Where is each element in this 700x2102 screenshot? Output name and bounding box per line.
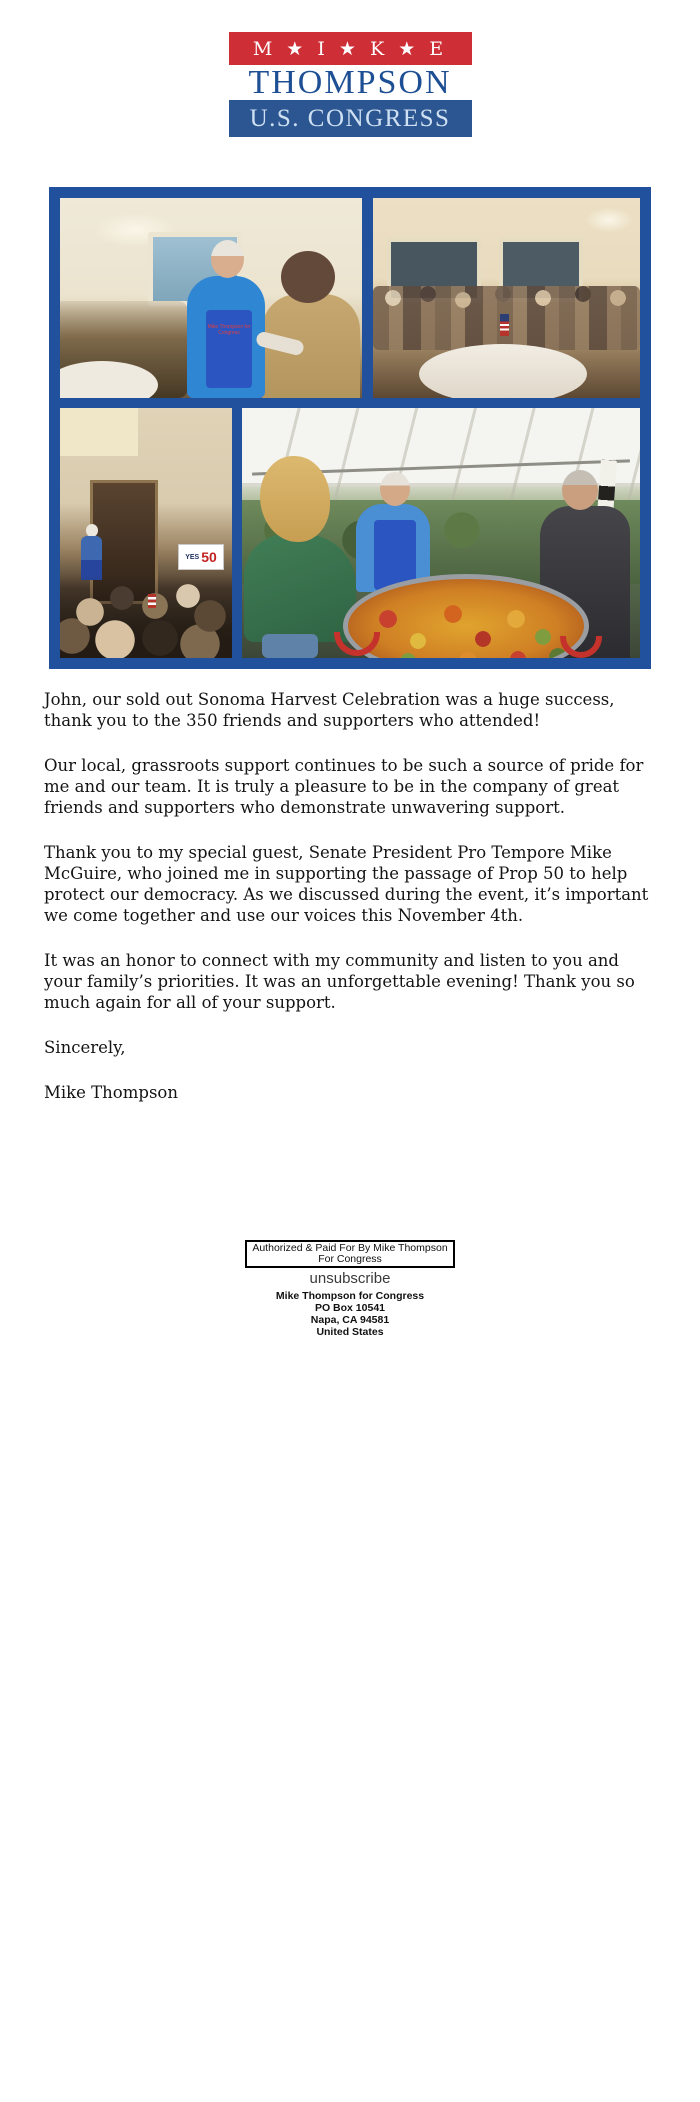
paragraph-honor: It was an honor to connect with my community and listen to you and your family’s priorities. It was an unforgettable evening! Thank you so much again for all of your support. <box>44 951 635 1012</box>
address-po-box: PO Box 10541 <box>314 1302 386 1314</box>
small-flag-shape <box>148 594 156 608</box>
unsubscribe-link[interactable]: unsubscribe <box>309 1270 391 1287</box>
unsubscribe-row <box>0 1270 700 1288</box>
collage-top-row <box>60 198 640 398</box>
flag-centerpiece-shape <box>500 314 509 336</box>
email-page <box>0 32 700 2102</box>
email-footer <box>0 1240 700 1338</box>
photo-reception-conversation <box>60 198 362 398</box>
speaker-body-shape <box>81 536 102 580</box>
campaign-logo <box>229 32 472 137</box>
sign-50-text: 50 <box>201 549 217 565</box>
chandelier-shape <box>586 208 632 232</box>
address-city-state-zip: Napa, CA 94581 <box>310 1314 390 1326</box>
mike-head-shape <box>211 240 244 278</box>
signoff: Sincerely, <box>44 1038 126 1057</box>
disclaimer-line-1: Authorized & Paid For By Mike Thompson <box>252 1242 448 1254</box>
round-table-shape <box>419 344 587 398</box>
audience-shape <box>60 576 232 658</box>
guest-hair-shape <box>281 251 335 303</box>
signature: Mike Thompson <box>44 1083 178 1102</box>
logo-mike-text: M ★ I ★ K ★ E <box>252 37 448 60</box>
photo-banquet-tables <box>373 198 640 398</box>
mike-head-shape <box>380 472 410 506</box>
address-committee-name: Mike Thompson for Congress <box>275 1290 425 1302</box>
guest-jeans-shape <box>262 634 318 658</box>
guest-blonde-hair-shape <box>260 456 330 542</box>
paid-for-disclaimer-box <box>245 1240 454 1268</box>
photo-collage <box>49 187 651 669</box>
sign-yes-text: YES <box>185 553 200 561</box>
chef-head-shape <box>562 470 598 510</box>
yes-on-50-sign <box>178 544 224 570</box>
logo-congress-bar: U.S. CONGRESS <box>229 100 472 137</box>
ceiling-light-shape <box>60 408 138 456</box>
guest-green-sweater-shape <box>244 534 356 642</box>
photo-speech-audience <box>60 408 232 658</box>
photo-paella-tent <box>242 408 640 658</box>
campaign-apron-text: Mike Thompson for Congress <box>206 310 252 388</box>
paragraph-greeting: John, our sold out Sonoma Harvest Celebration was a huge success, thank you to the 350 friends and supporters who attended! <box>44 690 615 730</box>
paragraph-special-guest: Thank you to my special guest, Senate President Pro Tempore Mike McGuire, who joined me in supporting the passage of Prop 50 to help protect our democracy. As we discussed during the event, it’s important we come together and use our voices this November 4th. <box>44 843 649 925</box>
disclaimer-line-2: For Congress <box>318 1253 382 1265</box>
logo-mike-bar <box>229 32 472 65</box>
letter-body <box>44 689 656 1103</box>
collage-bottom-row <box>60 408 640 658</box>
paragraph-grassroots: Our local, grassroots support continues to be such a source of pride for me and our team. It is truly a pleasure to be in the company of great friends and supporters who demonstrate unwavering support. <box>44 756 644 817</box>
mailing-address <box>0 1290 700 1338</box>
address-country: United States <box>316 1326 384 1338</box>
logo-thompson-text: THOMPSON <box>248 63 452 101</box>
